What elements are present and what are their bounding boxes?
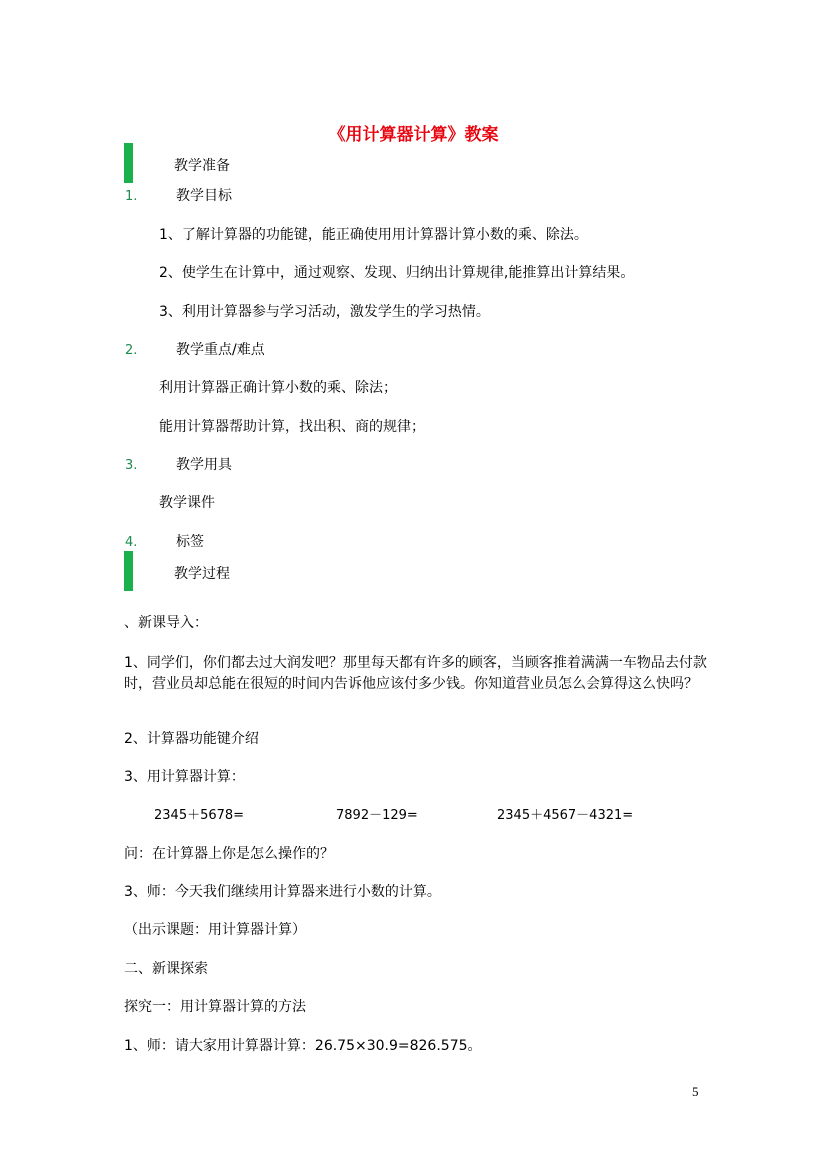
teacher-line: 3、师：今天我们继续用计算器来进行小数的计算。	[124, 884, 441, 900]
page-number: 5	[692, 1084, 699, 1099]
section-number: 2.	[125, 343, 138, 358]
section-heading-objectives: 教学目标	[176, 188, 232, 204]
process-heading: 教学过程	[174, 566, 230, 582]
show-title-line: （出示课题：用计算器计算）	[124, 922, 306, 938]
objective-item: 2、使学生在计算中，通过观察、发现、归纳出计算规律,能推算出计算结果。	[159, 265, 635, 281]
document-title: 《用计算器计算》教案	[328, 125, 499, 145]
intro-paragraph: 1、同学们，你们都去过大润发吧？那里每天都有许多的顾客，当顾客推着满满一车物品去付款时，营业员却总能在很短的时间内告诉他应该付多少钱。你知道营业员怎么会算得这么快吗？	[124, 655, 707, 692]
section-number: 4.	[125, 535, 138, 550]
teacher-line: 1、师：请大家用计算器计算：26.75×30.9=826.575。	[124, 1038, 482, 1054]
objective-item: 1、了解计算器的功能键，能正确使用用计算器计算小数的乘、除法。	[159, 227, 588, 243]
section-number: 1.	[125, 189, 138, 204]
intro-item: 2、计算器功能键介绍	[124, 731, 259, 747]
prep-heading: 教学准备	[174, 158, 230, 174]
section-heading-tags: 标签	[176, 534, 204, 550]
intro-item: 3、用计算器计算：	[124, 769, 245, 785]
intro-heading: 、新课导入：	[124, 615, 208, 631]
question-text: 问：在计算器上你是怎么操作的？	[124, 846, 334, 862]
key-point-item: 利用计算器正确计算小数的乘、除法；	[159, 380, 397, 396]
objective-item: 3、利用计算器参与学习活动，激发学生的学习热情。	[159, 304, 490, 320]
section-bar	[124, 143, 133, 183]
tools-item: 教学课件	[159, 495, 215, 511]
section-heading-key-points: 教学重点/难点	[176, 342, 265, 358]
explore-item: 探究一：用计算器计算的方法	[124, 999, 306, 1015]
section-number: 3.	[125, 458, 138, 473]
expression: 7892－129=	[336, 808, 418, 823]
section-heading-tools: 教学用具	[176, 457, 232, 473]
section-bar	[124, 551, 133, 591]
explore-heading: 二、新课探索	[124, 961, 208, 977]
expression: 2345＋4567－4321=	[497, 808, 634, 823]
key-point-item: 能用计算器帮助计算，找出积、商的规律；	[159, 419, 425, 435]
expression: 2345＋5678=	[154, 808, 245, 823]
